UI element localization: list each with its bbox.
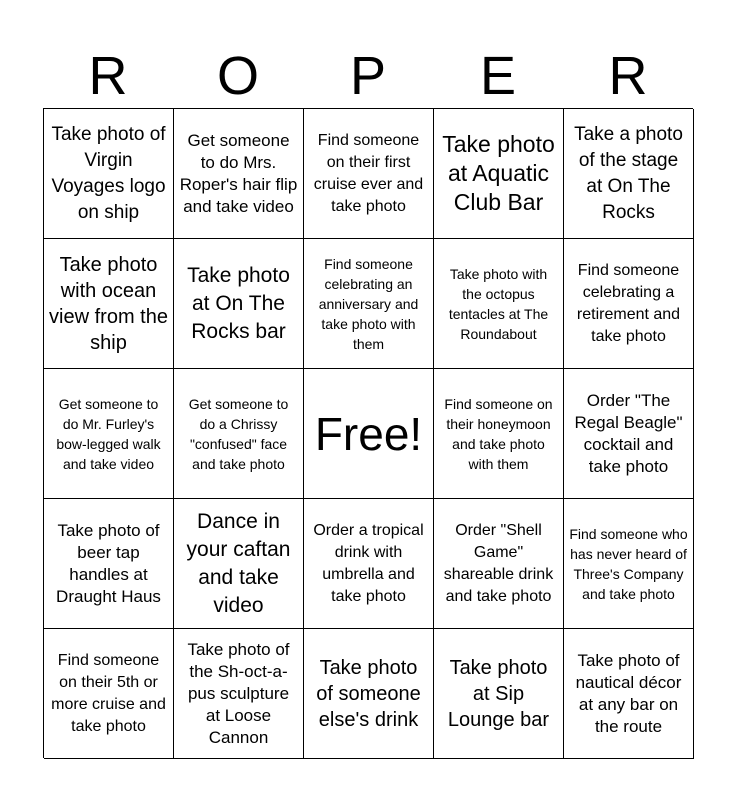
bingo-cell: Take photo of beer tap handles at Draught Haus <box>44 499 174 629</box>
bingo-cell: Find someone on their first cruise ever and take photo <box>304 109 434 239</box>
bingo-header <box>43 44 693 108</box>
bingo-cell: Take photo at Sip Lounge bar <box>434 629 564 759</box>
bingo-cell: Take photo at On The Rocks bar <box>174 239 304 369</box>
header-letter-e: E <box>479 46 517 106</box>
header-letter-p: P <box>349 46 387 106</box>
bingo-cell: Take photo of nautical décor at any bar on the route <box>564 629 694 759</box>
header-letter-r-end: R <box>608 46 648 106</box>
bingo-cell: Take photo of the Sh-oct-a-pus sculpture at Loose Cannon <box>174 629 304 759</box>
bingo-cell: Find someone celebrating a retirement and take photo <box>564 239 694 369</box>
bingo-cell: Find someone on their honeymoon and take photo with them <box>434 369 564 499</box>
bingo-cell: Get someone to do a Chrissy "confused" face and take photo <box>174 369 304 499</box>
free-space: Free! <box>304 369 434 499</box>
bingo-cell: Take photo at Aquatic Club Bar <box>434 109 564 239</box>
bingo-cell: Get someone to do Mrs. Roper's hair flip and take video <box>174 109 304 239</box>
bingo-cell: Order a tropical drink with umbrella and take photo <box>304 499 434 629</box>
bingo-cell: Take photo with ocean view from the ship <box>44 239 174 369</box>
bingo-cell: Find someone who has never heard of Three's Company and take photo <box>564 499 694 629</box>
header-letter-o: O <box>216 46 259 106</box>
header-letter-r: R <box>88 46 128 106</box>
bingo-cell: Take photo with the octopus tentacles at The Roundabout <box>434 239 564 369</box>
bingo-cell: Get someone to do Mr. Furley's bow-legged walk and take video <box>44 369 174 499</box>
bingo-grid <box>43 108 693 758</box>
bingo-cell: Order "The Regal Beagle" cocktail and take photo <box>564 369 694 499</box>
bingo-cell: Take photo of someone else's drink <box>304 629 434 759</box>
bingo-cell: Take a photo of the stage at On The Rocks <box>564 109 694 239</box>
bingo-cell: Take photo of Virgin Voyages logo on ship <box>44 109 174 239</box>
bingo-cell: Dance in your caftan and take video <box>174 499 304 629</box>
bingo-cell: Find someone on their 5th or more cruise and take photo <box>44 629 174 759</box>
bingo-cell: Find someone celebrating an anniversary and take photo with them <box>304 239 434 369</box>
bingo-cell: Order "Shell Game" shareable drink and take photo <box>434 499 564 629</box>
